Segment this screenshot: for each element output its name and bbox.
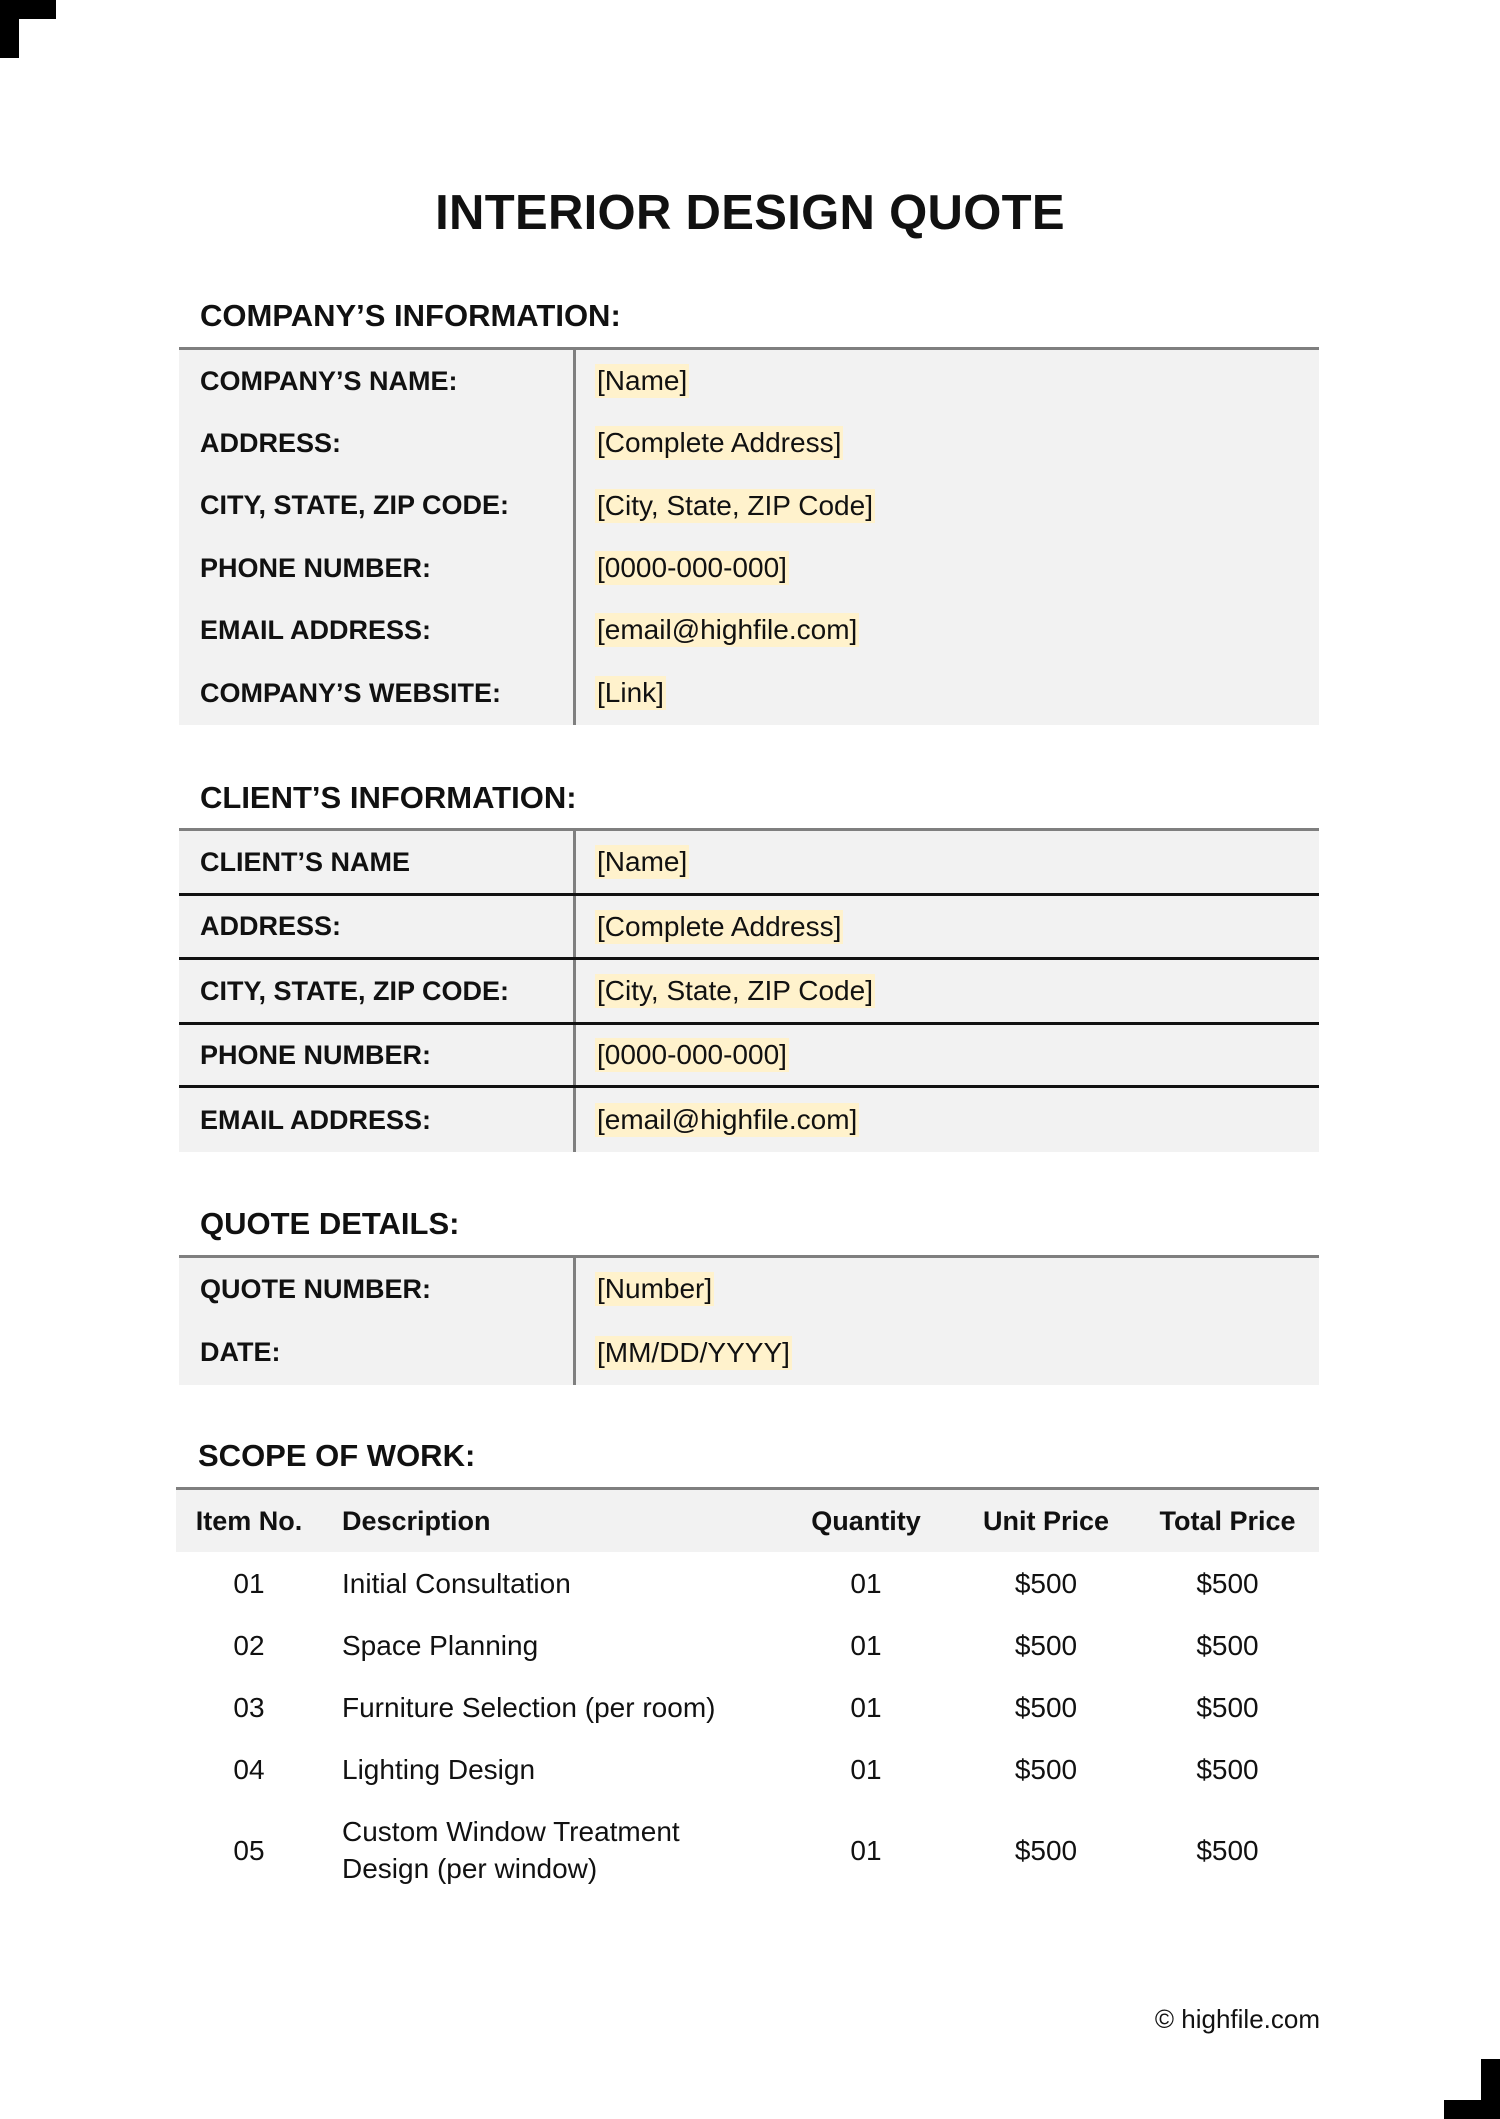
client-info-table: [179, 828, 1319, 1152]
field-label: EMAIL ADDRESS:: [200, 1104, 432, 1135]
field-label: PHONE NUMBER:: [200, 552, 432, 583]
column-header-total-price: Total Price: [1159, 1505, 1296, 1536]
item-no-cell: 05: [233, 1834, 265, 1866]
client-address-row: [179, 896, 1319, 960]
corner-mark-bottom-right: [1444, 2059, 1500, 2119]
field-label: QUOTE NUMBER:: [200, 1273, 431, 1304]
corner-mark-top-left: [0, 0, 56, 58]
field-label: CLIENT’S NAME: [200, 846, 411, 877]
description-cell: Furniture Selection (per room): [342, 1691, 716, 1723]
client-email-row: [179, 1088, 1319, 1152]
field-label: EMAIL ADDRESS:: [200, 614, 432, 645]
total-price-cell: $500: [1196, 1629, 1259, 1661]
client-city-row: [179, 960, 1319, 1025]
company-section-heading: COMPANY’S INFORMATION:: [200, 298, 621, 333]
copyright-footer: © highfile.com: [1154, 2004, 1320, 2034]
company-info-table: [179, 347, 1319, 725]
table-row: [176, 1738, 1319, 1800]
unit-price-cell: $500: [1014, 1567, 1078, 1599]
description-cell: Lighting Design: [342, 1753, 536, 1785]
item-no-cell: 03: [233, 1691, 265, 1723]
total-price-cell: $500: [1196, 1567, 1259, 1599]
quote-details-table: [179, 1255, 1319, 1385]
column-header-quantity: Quantity: [811, 1505, 921, 1536]
company-email-field[interactable]: [email@highfile.com]: [597, 614, 858, 645]
total-price-cell: $500: [1196, 1834, 1259, 1866]
company-website-field[interactable]: [Link]: [597, 677, 664, 708]
quantity-cell: 01: [850, 1753, 882, 1785]
field-label: ADDRESS:: [200, 911, 342, 941]
client-name-row: [179, 831, 1319, 896]
field-label: DATE:: [200, 1337, 281, 1367]
table-header-row: [176, 1490, 1319, 1552]
column-header-description: Description: [342, 1505, 491, 1536]
field-label: COMPANY’S NAME:: [200, 365, 458, 396]
scope-section-heading: SCOPE OF WORK:: [198, 1438, 476, 1473]
description-cell: Initial Consultation: [342, 1567, 571, 1599]
scope-of-work-table: [176, 1487, 1319, 1900]
client-name-field[interactable]: [Name]: [597, 846, 688, 877]
company-phone-row: [179, 537, 1319, 599]
company-address-field[interactable]: [Complete Address]: [597, 427, 842, 458]
company-city-row: [179, 474, 1319, 537]
unit-price-cell: $500: [1014, 1753, 1078, 1785]
quote-section-heading: QUOTE DETAILS:: [200, 1206, 460, 1241]
quantity-cell: 01: [850, 1567, 882, 1599]
total-price-cell: $500: [1196, 1753, 1259, 1785]
company-phone-field[interactable]: [0000-000-000]: [597, 552, 787, 583]
quote-number-row: [179, 1258, 1319, 1320]
client-email-field[interactable]: [email@highfile.com]: [597, 1104, 858, 1135]
company-address-row: [179, 412, 1319, 474]
document-title: INTERIOR DESIGN QUOTE: [435, 186, 1065, 240]
field-label: CITY, STATE, ZIP CODE:: [200, 490, 510, 520]
table-row: [176, 1614, 1319, 1676]
company-city-field[interactable]: [City, State, ZIP Code]: [597, 489, 873, 521]
item-no-cell: 01: [233, 1567, 265, 1599]
field-label: PHONE NUMBER:: [200, 1039, 432, 1070]
field-label: COMPANY’S WEBSITE:: [200, 677, 502, 708]
company-name-row: [179, 350, 1319, 412]
client-address-field[interactable]: [Complete Address]: [597, 910, 842, 942]
quote-number-field[interactable]: [Number]: [597, 1273, 713, 1304]
quantity-cell: 01: [850, 1834, 882, 1866]
column-header-unit-price: Unit Price: [982, 1505, 1110, 1536]
quote-date-row: [179, 1320, 1319, 1385]
item-no-cell: 02: [233, 1629, 265, 1661]
quote-date-field[interactable]: [MM/DD/YYYY]: [597, 1336, 790, 1368]
table-row: [176, 1552, 1319, 1614]
column-header-item-no: Item No.: [195, 1505, 303, 1536]
client-phone-field[interactable]: [0000-000-000]: [597, 1039, 787, 1070]
unit-price-cell: $500: [1014, 1691, 1078, 1723]
unit-price-cell: $500: [1014, 1629, 1078, 1661]
client-phone-row: [179, 1025, 1319, 1088]
company-name-field[interactable]: [Name]: [597, 365, 688, 396]
description-cell: Custom Window Treatment Design (per window): [342, 1816, 680, 1884]
unit-price-cell: $500: [1014, 1834, 1078, 1866]
company-email-row: [179, 599, 1319, 661]
description-cell: Space Planning: [342, 1629, 539, 1661]
field-label: CITY, STATE, ZIP CODE:: [200, 975, 510, 1006]
table-row: [176, 1676, 1319, 1738]
table-row: [176, 1800, 1319, 1900]
item-no-cell: 04: [233, 1753, 265, 1785]
client-city-field[interactable]: [City, State, ZIP Code]: [597, 975, 873, 1006]
company-website-row: [179, 661, 1319, 725]
field-label: ADDRESS:: [200, 427, 342, 458]
total-price-cell: $500: [1196, 1691, 1259, 1723]
quantity-cell: 01: [850, 1629, 882, 1661]
quantity-cell: 01: [850, 1691, 882, 1723]
client-section-heading: CLIENT’S INFORMATION:: [200, 780, 577, 815]
